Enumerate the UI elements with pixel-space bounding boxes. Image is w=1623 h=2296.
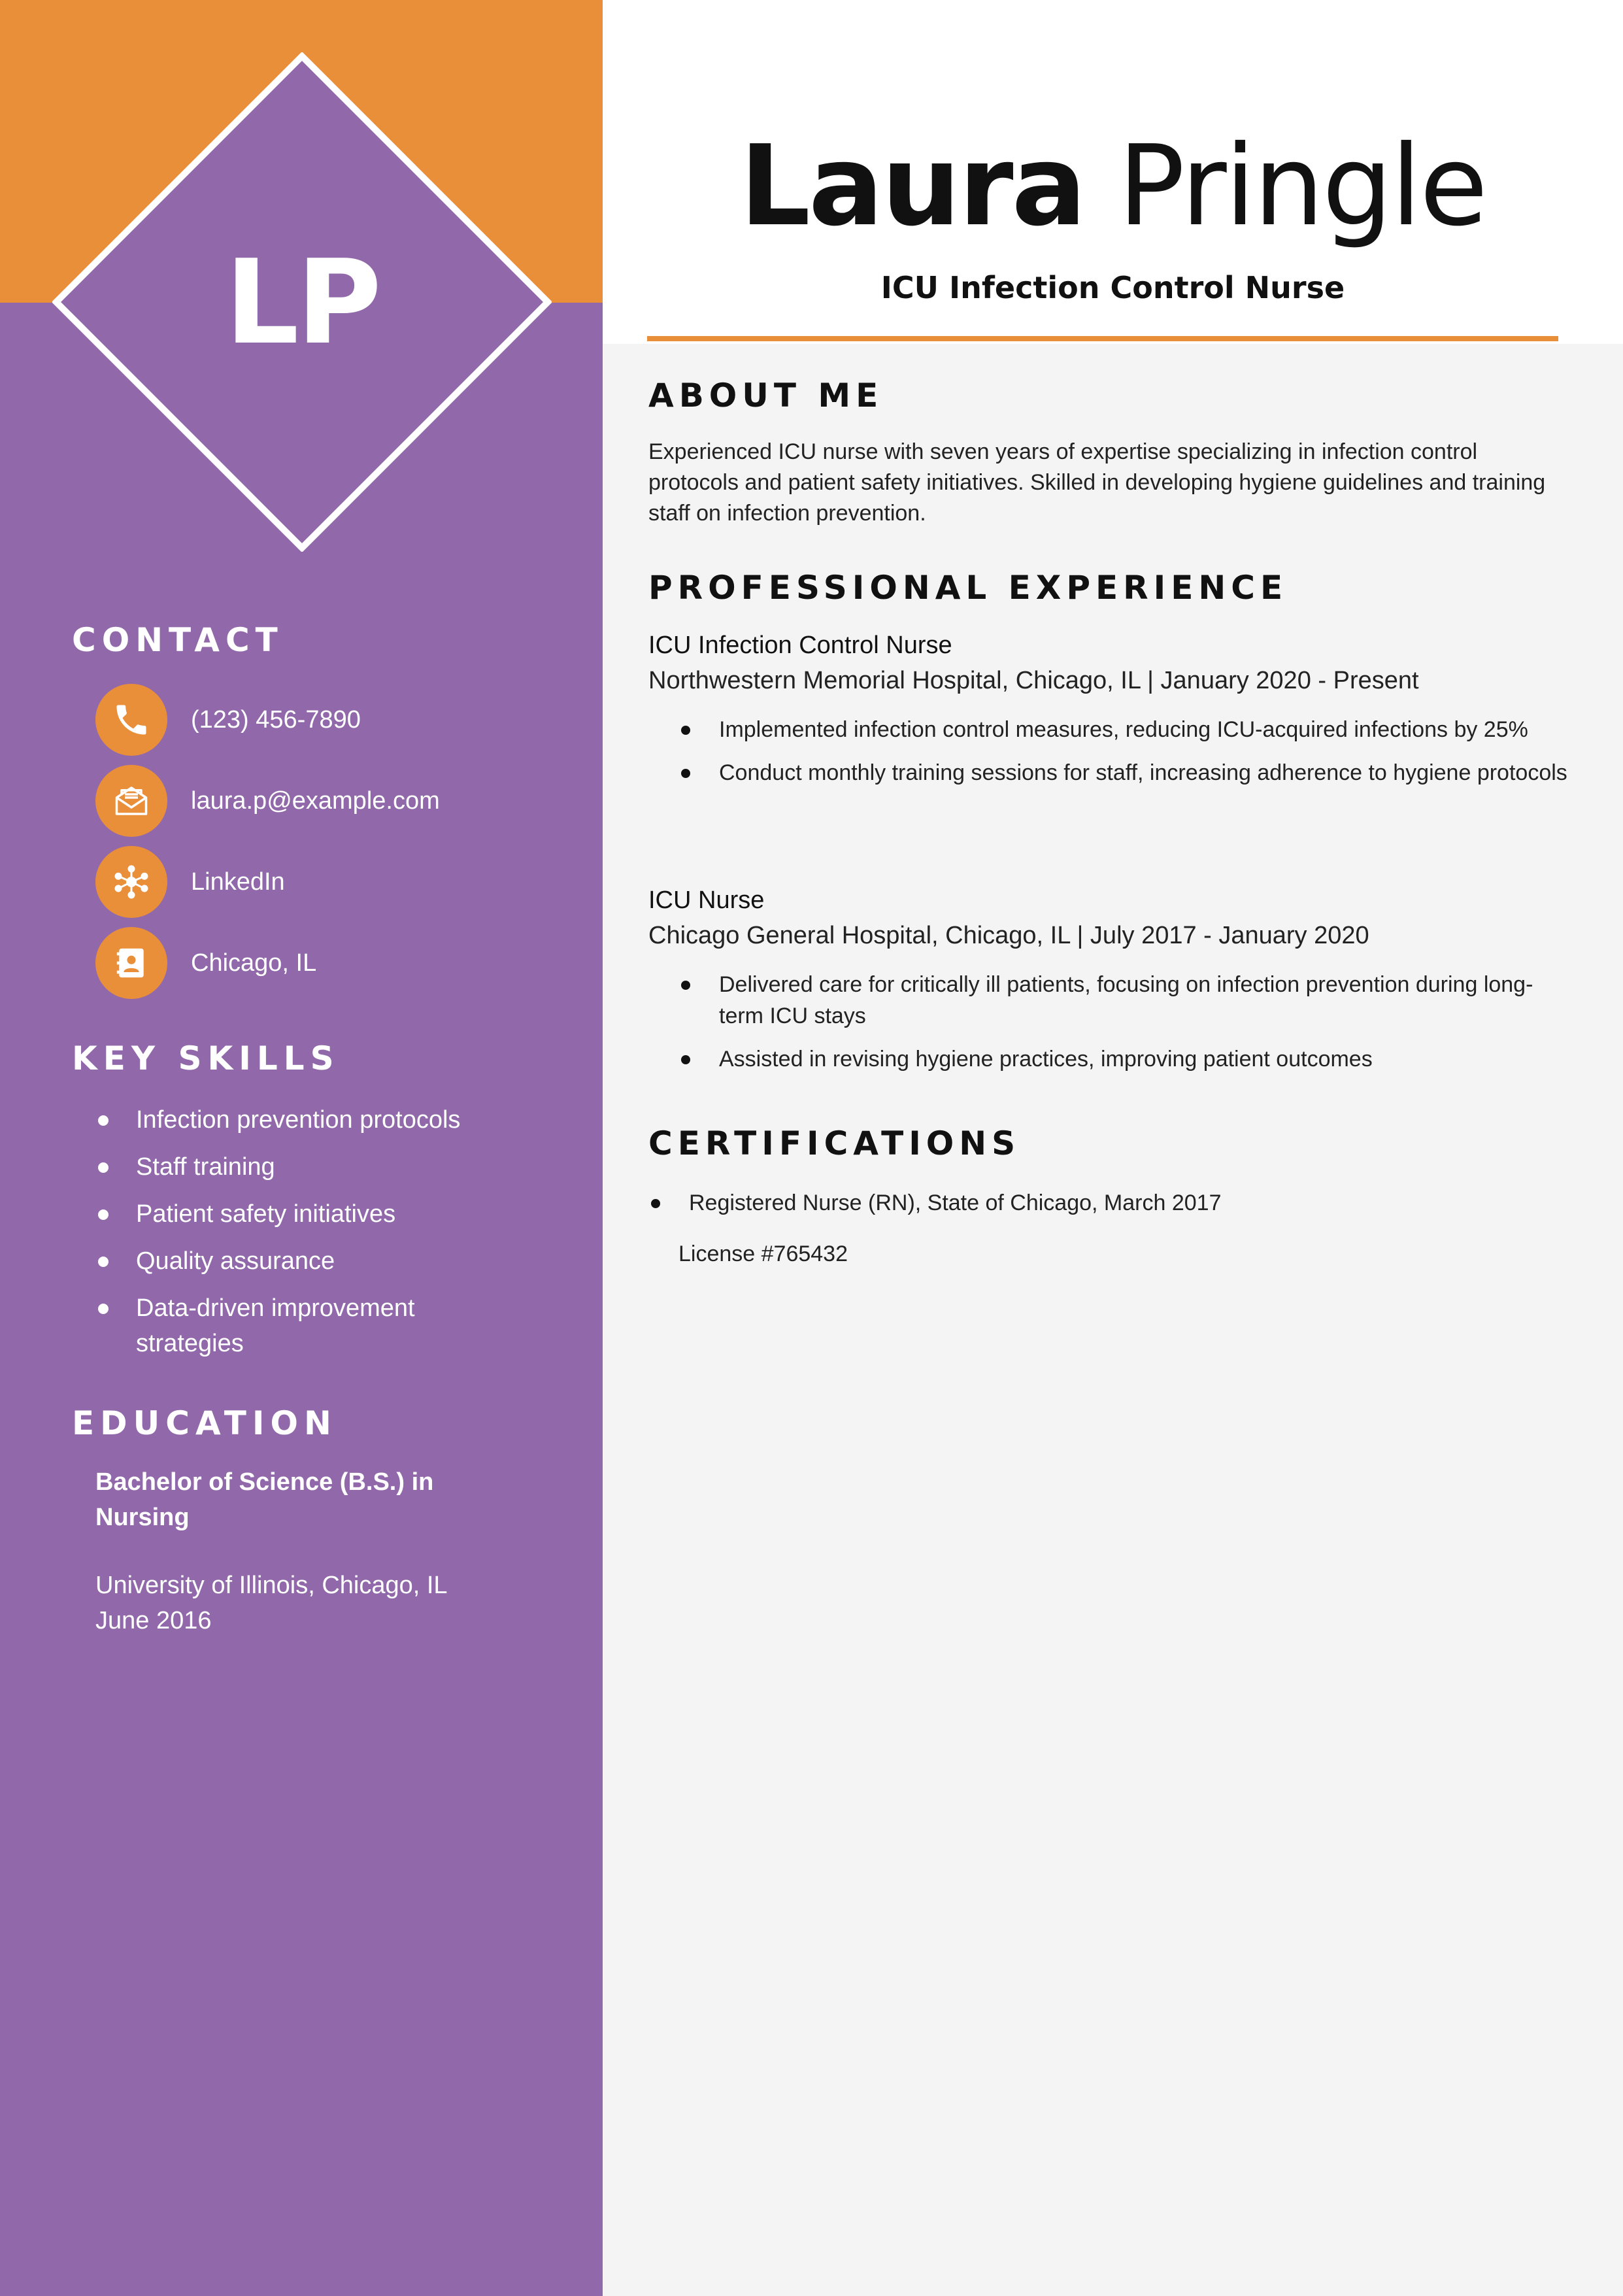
- experience-bullet: [648, 714, 1577, 745]
- certification-line: [648, 1187, 1577, 1219]
- bullet-icon: [681, 769, 690, 778]
- certification-license: License #765432: [678, 1241, 848, 1266]
- bullet-icon: [98, 1209, 109, 1220]
- contact-linkedin[interactable]: LinkedIn: [191, 868, 285, 896]
- certifications-heading: CERTIFICATIONS: [648, 1124, 1021, 1162]
- experience-heading: PROFESSIONAL EXPERIENCE: [648, 569, 1288, 607]
- phone-icon: [95, 684, 167, 756]
- skill-label: Quality assurance: [136, 1247, 335, 1275]
- last-name: Pringle: [1118, 122, 1486, 251]
- mail-icon: [95, 765, 167, 837]
- monogram-initials: LP: [225, 234, 379, 370]
- bullet-icon: [98, 1304, 109, 1314]
- bullet-icon: [681, 726, 690, 735]
- skills-heading: KEY SKILLS: [72, 1039, 340, 1077]
- experience-title: ICU Infection Control Nurse: [648, 632, 952, 659]
- experience-bullet: [648, 757, 1577, 788]
- contact-location: Chicago, IL: [191, 949, 317, 977]
- experience-item: [648, 629, 1577, 788]
- bullet-text: Conduct monthly training sessions for staff, increasing adherence to hygiene protocols: [719, 760, 1567, 785]
- bullet-text: Assisted in revising hygiene practices, improving patient outcomes: [719, 1047, 1373, 1072]
- bullet-text: Implemented infection control measures, reducing ICU-acquired infections by 25%: [719, 717, 1528, 742]
- network-icon: [95, 846, 167, 918]
- experience-title: ICU Nurse: [648, 886, 765, 914]
- skill-label: Patient safety initiatives: [136, 1200, 396, 1228]
- candidate-name: [603, 122, 1623, 251]
- experience-bullet: [648, 969, 1577, 1032]
- skill-label: Data-driven improvement strategies: [136, 1294, 415, 1357]
- experience-bullets: [648, 969, 1577, 1075]
- education-degree: Bachelor of Science (B.S.) in Nursing: [95, 1468, 434, 1531]
- monogram-badge: [52, 52, 552, 552]
- about-text: Experienced ICU nurse with seven years of expertise specializing in infection control protocols and patient safety initiatives. Skilled in developing hygiene guidelines and training staff on infection prevention.: [648, 439, 1546, 526]
- contact-phone[interactable]: (123) 456-7890: [191, 705, 361, 734]
- experience-bullet: [648, 1043, 1577, 1075]
- contact-card-icon: [95, 927, 167, 999]
- education-date: June 2016: [95, 1607, 212, 1634]
- contact-item-linkedin: [95, 846, 579, 918]
- skills-list: [95, 1102, 553, 1373]
- skill-item: [95, 1291, 502, 1361]
- title-divider: [647, 336, 1558, 341]
- education-school: University of Illinois, Chicago, IL: [95, 1572, 448, 1599]
- contact-heading: CONTACT: [72, 621, 284, 659]
- contact-email[interactable]: laura.p@example.com: [191, 786, 440, 815]
- first-name: Laura: [739, 122, 1085, 251]
- contact-item-location: [95, 927, 579, 999]
- skill-item: [95, 1196, 553, 1232]
- contact-item-phone: [95, 684, 579, 756]
- experience-item: [648, 884, 1577, 1075]
- skill-item: [95, 1102, 553, 1138]
- skill-item: [95, 1243, 553, 1279]
- contact-item-email: [95, 765, 579, 837]
- job-title: ICU Infection Control Nurse: [880, 270, 1345, 305]
- bullet-icon: [98, 1162, 109, 1173]
- experience-bullets: [648, 714, 1577, 788]
- skill-label: Infection prevention protocols: [136, 1106, 461, 1134]
- skill-item: [95, 1149, 553, 1185]
- education-institution: [95, 1568, 553, 1638]
- contact-list: [95, 684, 579, 1008]
- skill-label: Staff training: [136, 1153, 275, 1181]
- certification-item: [648, 1187, 1577, 1270]
- experience-meta: Chicago General Hospital, Chicago, IL | July 2017 - January 2020: [648, 922, 1369, 949]
- bullet-icon: [681, 1055, 690, 1064]
- sidebar: [0, 0, 603, 2296]
- bullet-text: Delivered care for critically ill patients, focusing on infection prevention during long-term ICU stays: [719, 972, 1533, 1028]
- certification-text: Registered Nurse (RN), State of Chicago, March 2017: [689, 1190, 1222, 1215]
- bullet-icon: [98, 1257, 109, 1267]
- education-heading: EDUCATION: [72, 1404, 337, 1442]
- bullet-icon: [98, 1115, 109, 1126]
- experience-meta: Northwestern Memorial Hospital, Chicago, IL | January 2020 - Present: [648, 667, 1419, 694]
- bullet-icon: [681, 981, 690, 990]
- bullet-icon: [651, 1199, 660, 1208]
- about-heading: ABOUT ME: [648, 377, 884, 414]
